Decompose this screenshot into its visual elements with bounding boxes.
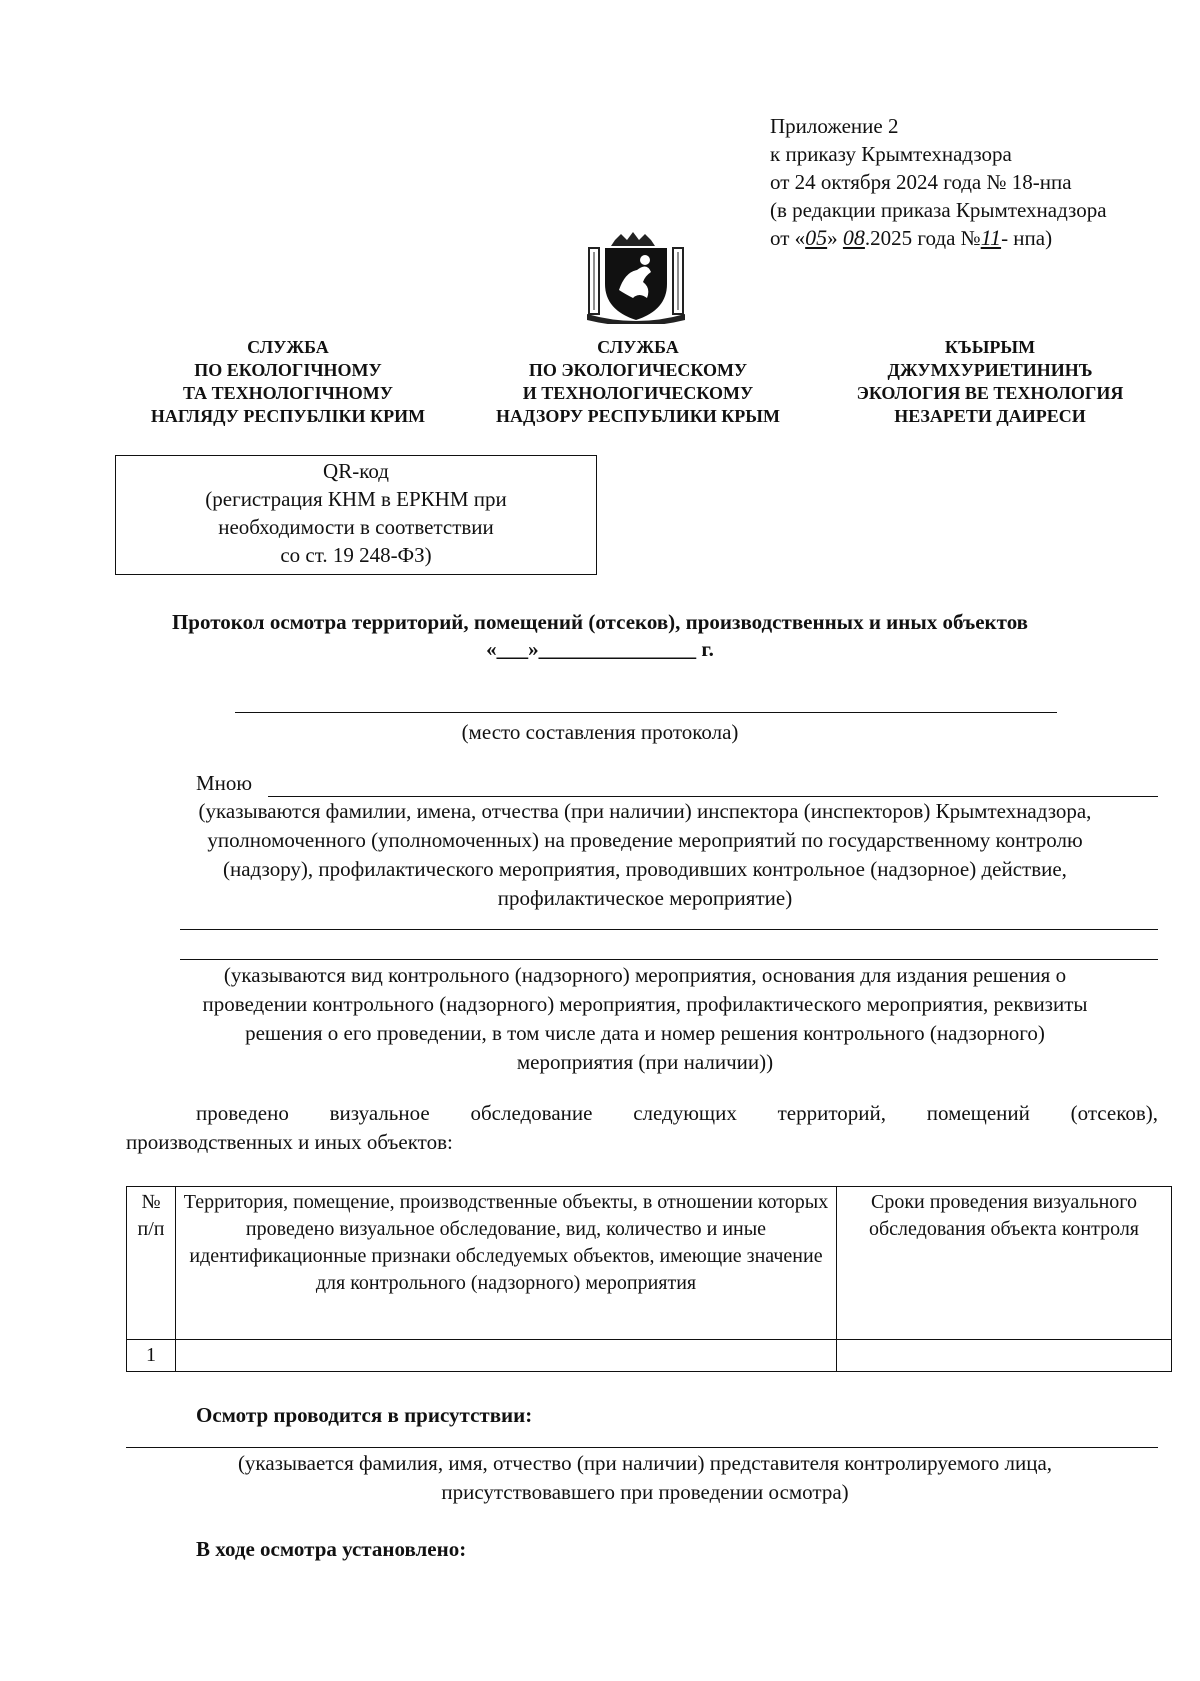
- qr-code-box: QR-код (регистрация КНМ в ЕРКНМ при необходимости в соответствии со ст. 19 248-ФЗ): [115, 455, 597, 575]
- appendix-line: от 24 октября 2024 года № 18-нпа: [770, 170, 1072, 194]
- document-title: Протокол осмотра территорий, помещений (отсеков), производственных и иных объектов: [171, 610, 1029, 634]
- table-header-cell: № п/п: [127, 1187, 176, 1340]
- presence-label: Осмотр проводится в присутствии:: [196, 1403, 533, 1427]
- appendix-line: Приложение 2: [770, 114, 899, 138]
- event-fill-line: [180, 959, 1158, 960]
- table-row: [127, 1340, 1172, 1372]
- table-cell: 1: [127, 1340, 176, 1372]
- handwritten-day: 05: [805, 225, 828, 250]
- findings-label: В ходе осмотра установлено:: [196, 1537, 467, 1561]
- place-caption: (место составления протокола): [461, 720, 739, 744]
- appendix-block: [770, 112, 1107, 252]
- appendix-line: (в редакции приказа Крымтехнадзора: [770, 198, 1107, 222]
- appendix-line: к приказу Крымтехнадзора: [770, 142, 1012, 166]
- survey-intro-line: проведено визуальное обследование следующих территорий, помещений (отсеков),: [196, 1101, 1158, 1125]
- event-fill-line: [180, 929, 1158, 930]
- presence-fill-line: [126, 1447, 1158, 1448]
- inspector-caption: (указываются фамилии, имена, отчества (при наличии) инспектора (инспекторов) Крымтехнадзора, уполномоченного (уполномоченных) на проведение мероприятий по государственному контролю (надзору), профилактического мероприятия, проводивших контрольное (надзорное) действие, профилактическое мероприятие): [198, 799, 1092, 910]
- event-caption: (указываются вид контрольного (надзорного) мероприятия, основания для издания решения о проведении контрольного (надзорного) мероприятия, профилактического мероприятия, реквизиты решения о его проведении, в том числе дата и номер решения контрольного (надзорного) мероприятия (при наличии)): [202, 963, 1088, 1074]
- table-header-row: [127, 1187, 1172, 1340]
- table-cell: [837, 1340, 1172, 1372]
- protocol-date-field: «___»_______________ г.: [486, 637, 714, 661]
- presence-caption: (указывается фамилия, имя, отчество (при наличии) представителя контролируемого лица, присутствовавшего при проведении осмотра): [237, 1451, 1053, 1504]
- objects-table: [126, 1186, 1172, 1372]
- table-header-cell: Сроки проведения визуального обследования объекта контроля: [837, 1187, 1172, 1340]
- org-name-crimean-tatar: КЪЫРЫМ ДЖУМХУРИЕТИНИНЪ ЭКОЛОГИЯ ВЕ ТЕХНОЛОГИЯ НЕЗАРЕТИ ДАИРЕСИ: [856, 337, 1124, 426]
- handwritten-number: 11: [980, 225, 1002, 250]
- appendix-line-edition: от «05» 08.2025 года №11- нпа): [770, 225, 1053, 250]
- crimea-coat-of-arms-emblem: [585, 232, 687, 324]
- handwritten-month: 08: [842, 225, 865, 250]
- by-label: Мною: [196, 771, 253, 795]
- place-fill-line: [235, 712, 1057, 713]
- survey-intro-line: производственных и иных объектов:: [126, 1130, 453, 1154]
- org-name-russian: СЛУЖБА ПО ЭКОЛОГИЧЕСКОМУ И ТЕХНОЛОГИЧЕСКОМУ НАДЗОРУ РЕСПУБЛИКИ КРЫМ: [496, 337, 780, 426]
- org-name-ukrainian: СЛУЖБА ПО ЕКОЛОГІЧНОМУ ТА ТЕХНОЛОГІЧНОМУ НАГЛЯДУ РЕСПУБЛІКИ КРИМ: [150, 337, 426, 426]
- table-header-cell: Территория, помещение, производственные объекты, в отношении которых проведено визуальное обследование, вид, количество и иные идентификационные признаки обследуемых объектов, имеющие значение для контрольного (надзорного) мероприятия: [176, 1187, 837, 1340]
- table-cell: [176, 1340, 837, 1372]
